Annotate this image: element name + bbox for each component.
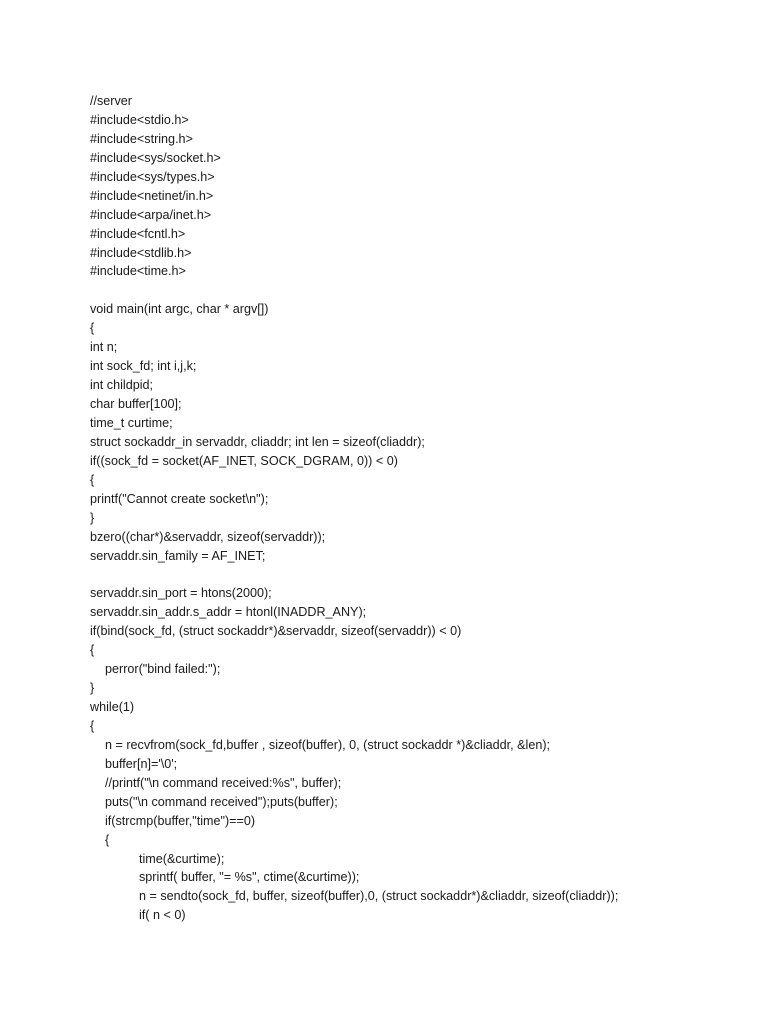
code-line: time_t curtime; — [90, 415, 173, 430]
code-line: #include<netinet/in.h> — [90, 188, 214, 203]
code-line: n = sendto(sock_fd, buffer, sizeof(buffer),0, (struct sockaddr*)&cliaddr, sizeof(cliaddr)); — [139, 889, 619, 904]
code-line: struct sockaddr_in servaddr, cliaddr; int len = sizeof(cliaddr); — [90, 434, 425, 449]
code-line: #include<arpa/inet.h> — [90, 207, 212, 222]
code-line: { — [90, 643, 95, 658]
code-line: servaddr.sin_addr.s_addr = htonl(INADDR_ANY); — [90, 605, 367, 620]
code-line: if(strcmp(buffer,"time")==0) — [105, 813, 256, 828]
code-line: #include<sys/types.h> — [90, 169, 215, 184]
code-line: servaddr.sin_port = htons(2000); — [90, 586, 272, 601]
code-line: while(1) — [90, 700, 135, 714]
code-line: { — [90, 718, 95, 733]
code-line: #include<stdio.h> — [90, 112, 189, 127]
code-line: #include<string.h> — [90, 131, 193, 146]
code-line: char buffer[100]; — [90, 397, 182, 411]
code-line: if((sock_fd = socket(AF_INET, SOCK_DGRAM, 0)) < 0) — [90, 453, 398, 468]
code-line: printf("Cannot create socket\n"); — [90, 491, 269, 506]
code-line: puts("\n command received");puts(buffer); — [105, 794, 338, 809]
code-line: int n; — [90, 340, 118, 355]
code-line: int childpid; — [90, 378, 154, 393]
code-line: sprintf( buffer, "= %s", ctime(&curtime)); — [139, 870, 360, 885]
code-line: int sock_fd; int i,j,k; — [90, 359, 197, 374]
code-line: buffer[n]='\0'; — [105, 756, 178, 771]
blank-line — [90, 565, 750, 584]
code-line: //server — [90, 94, 132, 108]
code-line: time(&curtime); — [139, 851, 225, 866]
code-line: bzero((char*)&servaddr, sizeof(servaddr)); — [90, 529, 326, 544]
code-line: #include<stdlib.h> — [90, 245, 192, 260]
code-line: if(bind(sock_fd, (struct sockaddr*)&servaddr, sizeof(servaddr)) < 0) — [90, 624, 462, 639]
code-line: perror("bind failed:"); — [105, 662, 221, 677]
code-line: } — [90, 510, 95, 525]
code-line: #include<sys/socket.h> — [90, 150, 221, 165]
blank-line — [90, 281, 750, 300]
code-line: { — [90, 321, 95, 336]
code-line: //printf("\n command received:%s", buffer); — [105, 775, 342, 790]
code-line: if( n < 0) — [139, 908, 186, 923]
code-line: { — [90, 472, 95, 487]
code-line: { — [105, 832, 110, 847]
code-line: void main(int argc, char * argv[]) — [90, 302, 269, 317]
code-line: #include<fcntl.h> — [90, 226, 186, 241]
code-line: n = recvfrom(sock_fd,buffer , sizeof(buffer), 0, (struct sockaddr *)&cliaddr, &len); — [105, 737, 551, 752]
code-line: servaddr.sin_family = AF_INET; — [90, 548, 266, 563]
code-line: } — [90, 681, 95, 696]
code-listing — [90, 92, 750, 925]
code-line: #include<time.h> — [90, 264, 186, 279]
